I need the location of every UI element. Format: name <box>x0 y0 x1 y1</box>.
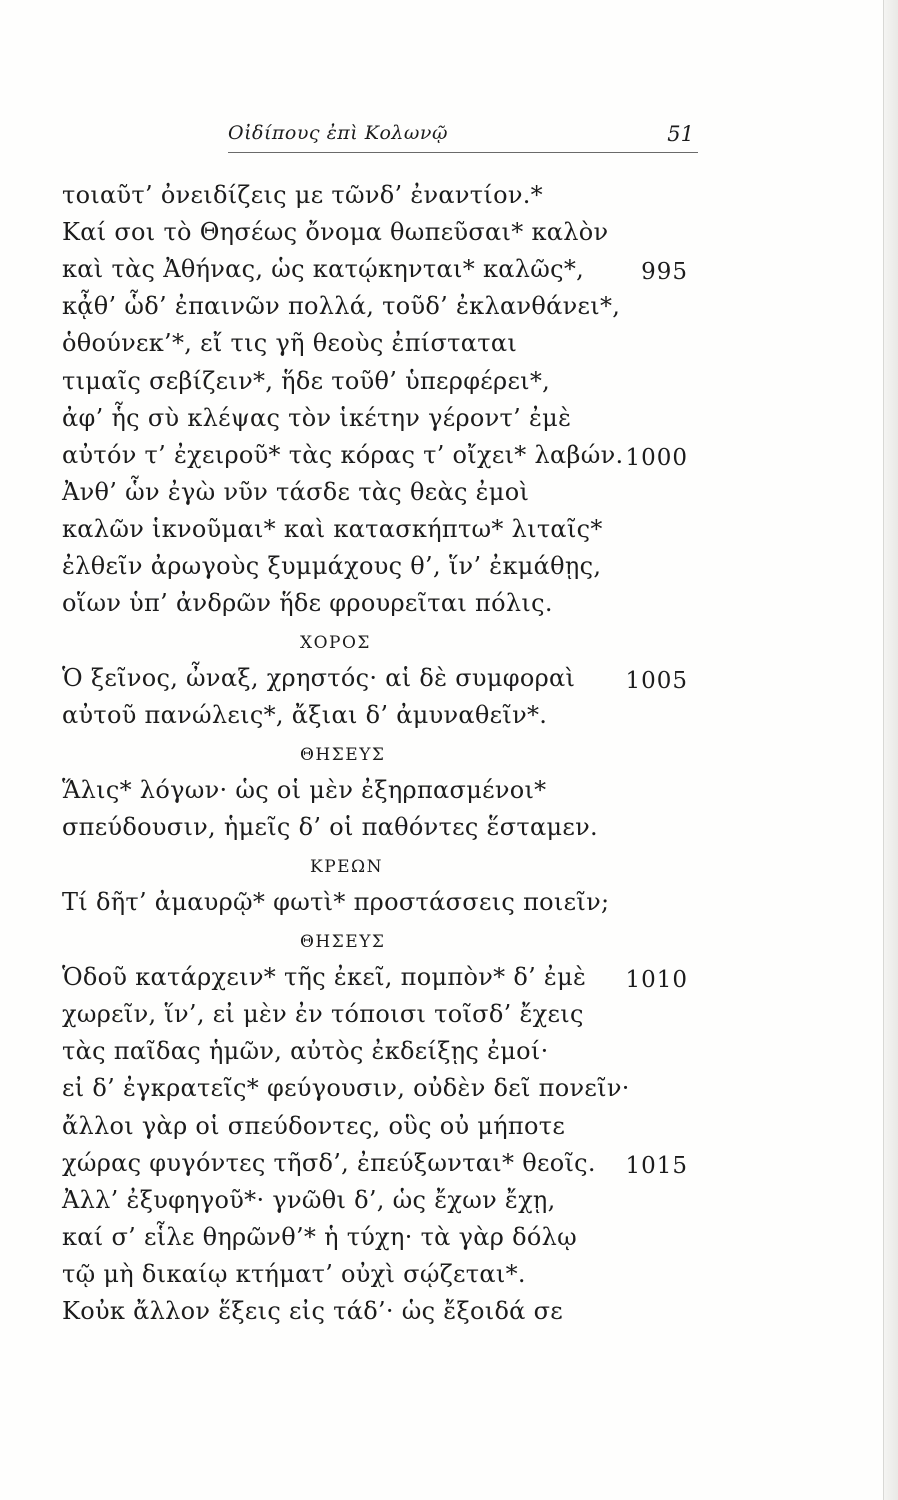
line-number: 1010 <box>625 967 688 993</box>
line-number: 1015 <box>625 1153 688 1179</box>
page-number: 51 <box>667 122 694 146</box>
verse-line: κᾆθ’ ὧδ’ ἐπαινῶν πολλά, τοῦδ’ ἐκλανθάνει*, <box>62 292 621 320</box>
speaker-name: ΧΟΡΟΣ <box>300 633 371 653</box>
page-edge <box>883 0 898 1500</box>
speaker-name: ΚΡΕΩΝ <box>310 857 384 877</box>
running-title: Οἰδίπους ἐπὶ Κολωνῷ <box>228 122 448 144</box>
verse-line: τιμαῖς σεβίζειν*, ἥδε τοῦθ’ ὑπερφέρει*, <box>62 367 551 395</box>
line-number: 995 <box>641 259 688 285</box>
verse-line: αὐτόν τ’ ἐχειροῦ* τὰς κόρας τ’ οἴχει* λαβών. <box>62 441 624 469</box>
verse-line: Καί σοι τὸ Θησέως ὄνομα θωπεῦσαι* καλὸν <box>62 218 609 246</box>
verse-line: Κοὐκ ἄλλον ἕξεις εἰς τάδ’· ὡς ἔξοιδά σε <box>62 1297 564 1325</box>
verse-line: καὶ τὰς Ἀθήνας, ὡς κατῴκηνται* καλῶς*, <box>62 255 585 283</box>
verse-line: καλῶν ἱκνοῦμαι* καὶ κατασκήπτω* λιταῖς* <box>62 515 603 543</box>
verse-line: τῷ μὴ δικαίῳ κτήματ’ οὐχὶ σῴζεται*. <box>62 1260 526 1288</box>
verse-line: τὰς παῖδας ἡμῶν, αὐτὸς ἐκδείξῃς ἐμοί· <box>62 1037 549 1065</box>
verse-line: αὐτοῦ πανώλεις*, ἄξιαι δ’ ἀμυναθεῖν*. <box>62 701 548 729</box>
verse-line: τοιαῦτ’ ὀνειδίζεις με τῶνδ’ ἐναντίον.* <box>62 181 543 209</box>
verse-line: οἵων ὑπ’ ἀνδρῶν ἥδε φρουρεῖται πόλις. <box>62 589 553 617</box>
verse-line: εἰ δ’ ἐγκρατεῖς* φεύγουσιν, οὐδὲν δεῖ πονεῖν· <box>62 1074 630 1102</box>
verse-line: Ὁδοῦ κατάρχειν* τῆς ἐκεῖ, πομπὸν* δ’ ἐμὲ <box>62 963 587 991</box>
verse-line: Ἀνθ’ ὧν ἐγὼ νῦν τάσδε τὰς θεὰς ἐμοὶ <box>62 478 530 506</box>
verse-line: Τί δῆτ’ ἀμαυρῷ* φωτὶ* προστάσσεις ποιεῖν; <box>62 888 610 916</box>
verse-line: Ὁ ξεῖνος, ὦναξ, χρηστός· αἱ δὲ συμφοραὶ <box>62 664 576 692</box>
speaker-name: ΘΗΣΕΥΣ <box>300 745 386 765</box>
verse-line: καί σ’ εἷλε θηρῶνθ’* ἡ τύχη· τὰ γὰρ δόλῳ <box>62 1223 577 1251</box>
running-header <box>228 122 698 153</box>
verse-line: χώρας φυγόντες τῆσδ’, ἐπεύξωνται* θεοῖς. <box>62 1149 596 1177</box>
line-number: 1000 <box>625 445 688 471</box>
verse-line: χωρεῖν, ἵν’, εἰ μὲν ἐν τόποισι τοῖσδ’ ἔχεις <box>62 1000 584 1028</box>
speaker-name: ΘΗΣΕΥΣ <box>300 932 386 952</box>
verse-line: Ἀλλ’ ἐξυφηγοῦ*· γνῶθι δ’, ὡς ἔχων ἔχῃ, <box>62 1186 556 1214</box>
verse-line: Ἅλις* λόγων· ὡς οἱ μὲν ἐξηρπασμένοι* <box>62 776 547 804</box>
verse-line: ἀφ’ ἧς σὺ κλέψας τὸν ἱκέτην γέροντ’ ἐμὲ <box>62 404 572 432</box>
line-number: 1005 <box>625 668 688 694</box>
verse-line: ἄλλοι γὰρ οἱ σπεύδοντες, οὓς οὐ μήποτε <box>62 1112 566 1140</box>
verse-line: ἐλθεῖν ἀρωγοὺς ξυμμάχους θ’, ἵν’ ἐκμάθῃς, <box>62 552 602 580</box>
verse-line: σπεύδουσιν, ἡμεῖς δ’ οἱ παθόντες ἕσταμεν. <box>62 813 598 841</box>
verse-line: ὁθούνεκ’*, εἴ τις γῆ θεοὺς ἐπίσταται <box>62 329 518 357</box>
